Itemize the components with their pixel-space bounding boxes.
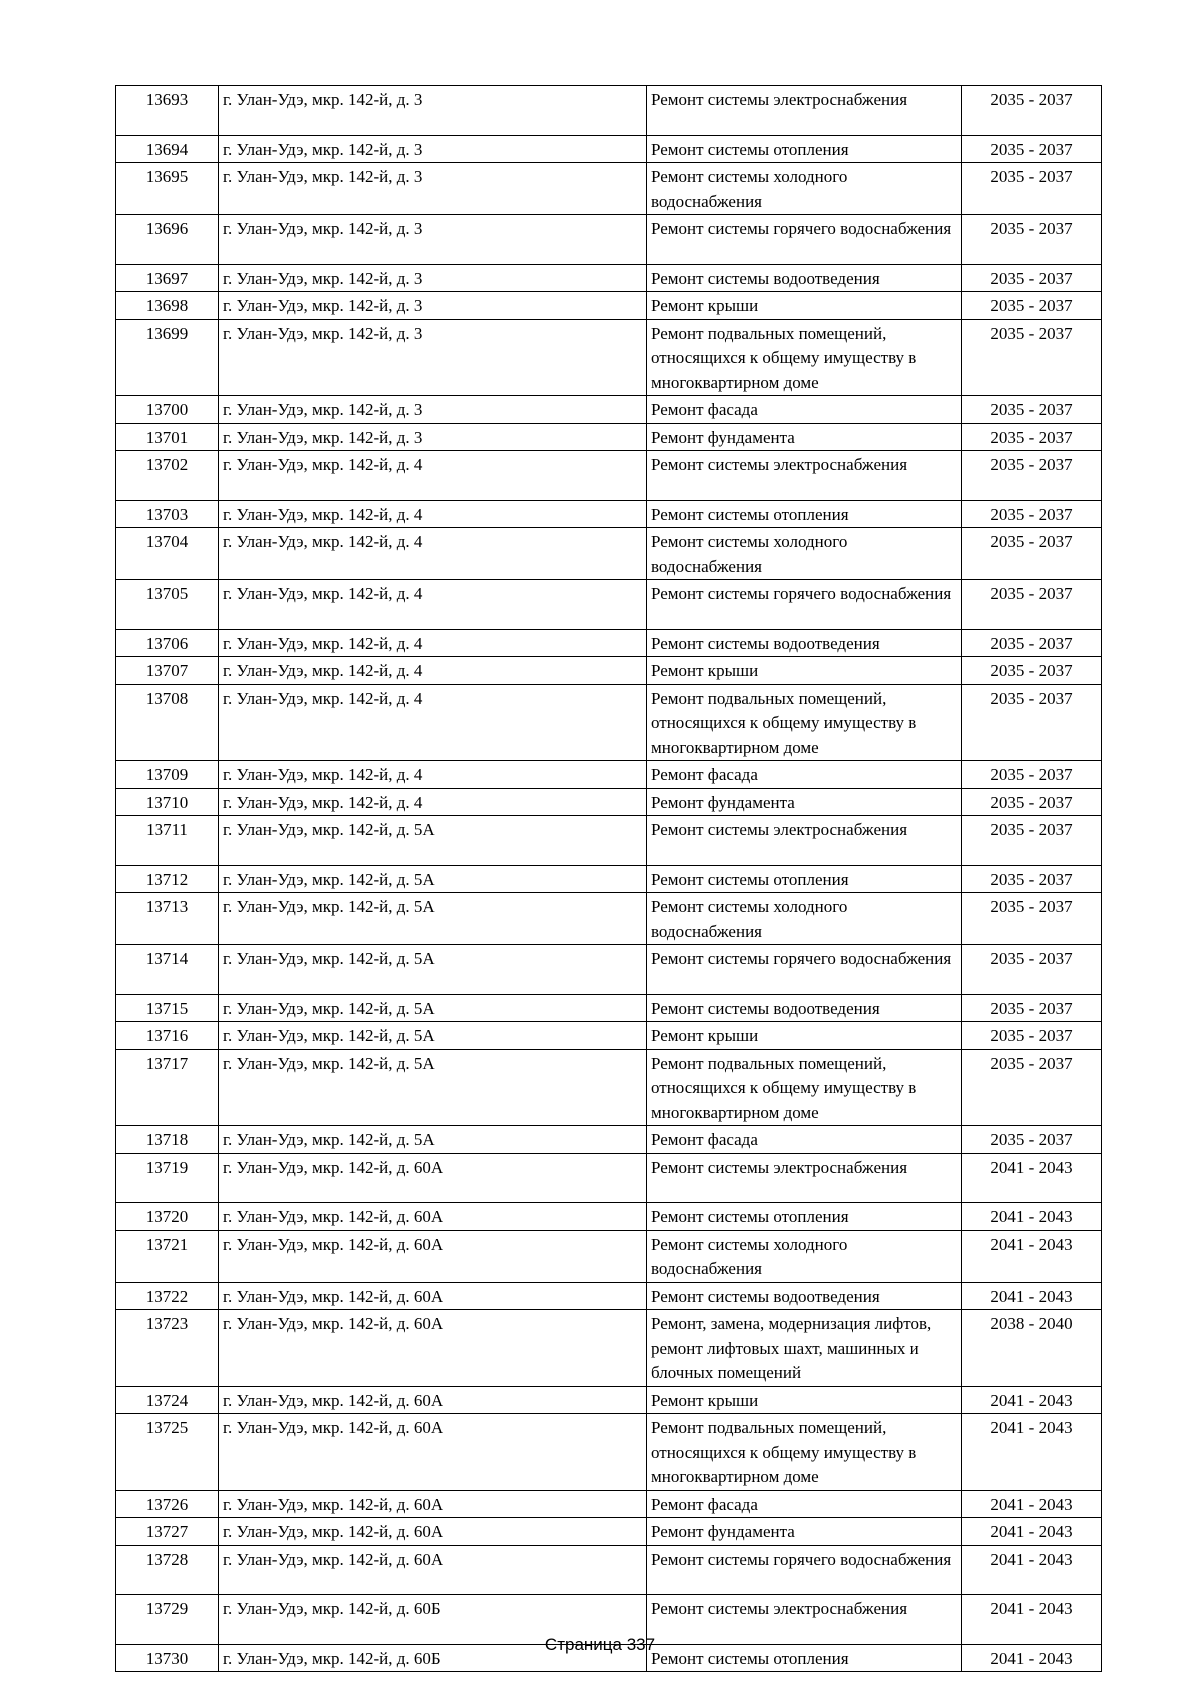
- cell-work-type: Ремонт системы отопления: [647, 1644, 962, 1672]
- table-row: [116, 816, 1102, 866]
- cell-period: 2035 - 2037: [962, 1022, 1102, 1050]
- cell-work-type: Ремонт системы электроснабжения: [647, 1595, 962, 1645]
- cell-work-type: Ремонт системы электроснабжения: [647, 86, 962, 136]
- table-row: [116, 945, 1102, 995]
- cell-work-type: Ремонт системы горячего водоснабжения: [647, 945, 962, 995]
- table-row: [116, 1153, 1102, 1203]
- table-row: [116, 528, 1102, 580]
- cell-work-type: Ремонт системы холодного водоснабжения: [647, 163, 962, 215]
- cell-work-type: Ремонт системы горячего водоснабжения: [647, 1545, 962, 1595]
- cell-period: 2041 - 2043: [962, 1644, 1102, 1672]
- cell-number: 13698: [116, 292, 219, 320]
- table-row: [116, 1518, 1102, 1546]
- cell-address: г. Улан-Удэ, мкр. 142-й, д. 4: [219, 629, 647, 657]
- cell-address: г. Улан-Удэ, мкр. 142-й, д. 5А: [219, 994, 647, 1022]
- cell-period: 2035 - 2037: [962, 865, 1102, 893]
- cell-number: 13720: [116, 1203, 219, 1231]
- table-row: [116, 1386, 1102, 1414]
- cell-period: 2035 - 2037: [962, 1049, 1102, 1126]
- cell-address: г. Улан-Удэ, мкр. 142-й, д. 60А: [219, 1545, 647, 1595]
- cell-number: 13710: [116, 788, 219, 816]
- table-row: [116, 1490, 1102, 1518]
- cell-period: 2041 - 2043: [962, 1230, 1102, 1282]
- cell-work-type: Ремонт подвальных помещений, относящихся к общему имуществу в многоквартирном доме: [647, 1049, 962, 1126]
- cell-period: 2035 - 2037: [962, 1126, 1102, 1154]
- cell-number: 13704: [116, 528, 219, 580]
- cell-number: 13719: [116, 1153, 219, 1203]
- cell-period: 2041 - 2043: [962, 1282, 1102, 1310]
- cell-number: 13722: [116, 1282, 219, 1310]
- cell-period: 2041 - 2043: [962, 1490, 1102, 1518]
- cell-number: 13702: [116, 451, 219, 501]
- table-row: [116, 396, 1102, 424]
- cell-work-type: Ремонт фасада: [647, 1490, 962, 1518]
- cell-work-type: Ремонт системы водоотведения: [647, 1282, 962, 1310]
- cell-period: 2035 - 2037: [962, 684, 1102, 761]
- cell-address: г. Улан-Удэ, мкр. 142-й, д. 4: [219, 580, 647, 630]
- cell-address: г. Улан-Удэ, мкр. 142-й, д. 60Б: [219, 1644, 647, 1672]
- cell-address: г. Улан-Удэ, мкр. 142-й, д. 60А: [219, 1203, 647, 1231]
- cell-address: г. Улан-Удэ, мкр. 142-й, д. 4: [219, 500, 647, 528]
- cell-work-type: Ремонт фундамента: [647, 1518, 962, 1546]
- cell-address: г. Улан-Удэ, мкр. 142-й, д. 60А: [219, 1282, 647, 1310]
- cell-address: г. Улан-Удэ, мкр. 142-й, д. 5А: [219, 865, 647, 893]
- cell-address: г. Улан-Удэ, мкр. 142-й, д. 3: [219, 135, 647, 163]
- table-row: [116, 135, 1102, 163]
- cell-address: г. Улан-Удэ, мкр. 142-й, д. 4: [219, 761, 647, 789]
- cell-work-type: Ремонт крыши: [647, 657, 962, 685]
- table-row: [116, 580, 1102, 630]
- cell-address: г. Улан-Удэ, мкр. 142-й, д. 3: [219, 163, 647, 215]
- cell-work-type: Ремонт крыши: [647, 292, 962, 320]
- cell-number: 13699: [116, 319, 219, 396]
- cell-number: 13696: [116, 215, 219, 265]
- cell-work-type: Ремонт системы электроснабжения: [647, 451, 962, 501]
- cell-period: 2035 - 2037: [962, 451, 1102, 501]
- cell-number: 13728: [116, 1545, 219, 1595]
- cell-work-type: Ремонт подвальных помещений, относящихся к общему имуществу в многоквартирном доме: [647, 1414, 962, 1491]
- cell-period: 2041 - 2043: [962, 1518, 1102, 1546]
- cell-address: г. Улан-Удэ, мкр. 142-й, д. 5А: [219, 893, 647, 945]
- cell-number: 13718: [116, 1126, 219, 1154]
- cell-number: 13700: [116, 396, 219, 424]
- cell-address: г. Улан-Удэ, мкр. 142-й, д. 3: [219, 86, 647, 136]
- cell-work-type: Ремонт крыши: [647, 1386, 962, 1414]
- table-row: [116, 451, 1102, 501]
- table-row: [116, 1414, 1102, 1491]
- cell-period: 2038 - 2040: [962, 1310, 1102, 1387]
- cell-work-type: Ремонт системы электроснабжения: [647, 1153, 962, 1203]
- table-row: [116, 500, 1102, 528]
- cell-period: 2035 - 2037: [962, 135, 1102, 163]
- cell-address: г. Улан-Удэ, мкр. 142-й, д. 60А: [219, 1310, 647, 1387]
- cell-period: 2041 - 2043: [962, 1386, 1102, 1414]
- cell-address: г. Улан-Удэ, мкр. 142-й, д. 60А: [219, 1414, 647, 1491]
- cell-number: 13705: [116, 580, 219, 630]
- cell-number: 13709: [116, 761, 219, 789]
- table-row: [116, 788, 1102, 816]
- cell-number: 13716: [116, 1022, 219, 1050]
- table-row: [116, 761, 1102, 789]
- cell-address: г. Улан-Удэ, мкр. 142-й, д. 4: [219, 528, 647, 580]
- cell-number: 13717: [116, 1049, 219, 1126]
- cell-number: 13723: [116, 1310, 219, 1387]
- cell-work-type: Ремонт системы холодного водоснабжения: [647, 893, 962, 945]
- cell-address: г. Улан-Удэ, мкр. 142-й, д. 3: [219, 215, 647, 265]
- table-row: [116, 1310, 1102, 1387]
- cell-period: 2035 - 2037: [962, 816, 1102, 866]
- cell-period: 2035 - 2037: [962, 994, 1102, 1022]
- cell-work-type: Ремонт системы отопления: [647, 1203, 962, 1231]
- cell-number: 13730: [116, 1644, 219, 1672]
- cell-number: 13711: [116, 816, 219, 866]
- table-row: [116, 319, 1102, 396]
- cell-period: 2035 - 2037: [962, 163, 1102, 215]
- cell-work-type: Ремонт фасада: [647, 1126, 962, 1154]
- table-row: [116, 1282, 1102, 1310]
- cell-address: г. Улан-Удэ, мкр. 142-й, д. 60Б: [219, 1595, 647, 1645]
- cell-period: 2035 - 2037: [962, 396, 1102, 424]
- cell-number: 13721: [116, 1230, 219, 1282]
- cell-period: 2035 - 2037: [962, 945, 1102, 995]
- cell-work-type: Ремонт, замена, модернизация лифтов, ремонт лифтовых шахт, машинных и блочных помещений: [647, 1310, 962, 1387]
- cell-number: 13714: [116, 945, 219, 995]
- cell-work-type: Ремонт фундамента: [647, 423, 962, 451]
- table-row: [116, 1049, 1102, 1126]
- cell-number: 13695: [116, 163, 219, 215]
- cell-address: г. Улан-Удэ, мкр. 142-й, д. 3: [219, 423, 647, 451]
- cell-work-type: Ремонт крыши: [647, 1022, 962, 1050]
- cell-number: 13727: [116, 1518, 219, 1546]
- table-body: [116, 86, 1102, 1672]
- repair-schedule-table: [115, 85, 1102, 1672]
- cell-work-type: Ремонт системы отопления: [647, 500, 962, 528]
- cell-number: 13715: [116, 994, 219, 1022]
- cell-address: г. Улан-Удэ, мкр. 142-й, д. 3: [219, 264, 647, 292]
- table-row: [116, 264, 1102, 292]
- cell-number: 13708: [116, 684, 219, 761]
- cell-period: 2041 - 2043: [962, 1595, 1102, 1645]
- cell-period: 2035 - 2037: [962, 788, 1102, 816]
- cell-period: 2041 - 2043: [962, 1153, 1102, 1203]
- cell-address: г. Улан-Удэ, мкр. 142-й, д. 5А: [219, 1126, 647, 1154]
- cell-address: г. Улан-Удэ, мкр. 142-й, д. 5А: [219, 1049, 647, 1126]
- cell-period: 2041 - 2043: [962, 1203, 1102, 1231]
- cell-work-type: Ремонт фундамента: [647, 788, 962, 816]
- table-row: [116, 1126, 1102, 1154]
- cell-address: г. Улан-Удэ, мкр. 142-й, д. 3: [219, 396, 647, 424]
- cell-address: г. Улан-Удэ, мкр. 142-й, д. 60А: [219, 1518, 647, 1546]
- cell-number: 13697: [116, 264, 219, 292]
- cell-work-type: Ремонт системы холодного водоснабжения: [647, 528, 962, 580]
- cell-address: г. Улан-Удэ, мкр. 142-й, д. 60А: [219, 1230, 647, 1282]
- cell-number: 13703: [116, 500, 219, 528]
- cell-period: 2035 - 2037: [962, 528, 1102, 580]
- cell-address: г. Улан-Удэ, мкр. 142-й, д. 4: [219, 451, 647, 501]
- cell-work-type: Ремонт системы холодного водоснабжения: [647, 1230, 962, 1282]
- cell-work-type: Ремонт системы горячего водоснабжения: [647, 215, 962, 265]
- cell-address: г. Улан-Удэ, мкр. 142-й, д. 4: [219, 684, 647, 761]
- page-number: Страница 337: [544, 1635, 656, 1654]
- cell-address: г. Улан-Удэ, мкр. 142-й, д. 60А: [219, 1153, 647, 1203]
- cell-period: 2035 - 2037: [962, 292, 1102, 320]
- cell-work-type: Ремонт системы отопления: [647, 865, 962, 893]
- cell-address: г. Улан-Удэ, мкр. 142-й, д. 5А: [219, 816, 647, 866]
- cell-address: г. Улан-Удэ, мкр. 142-й, д. 3: [219, 292, 647, 320]
- cell-period: 2041 - 2043: [962, 1545, 1102, 1595]
- cell-address: г. Улан-Удэ, мкр. 142-й, д. 60А: [219, 1490, 647, 1518]
- cell-number: 13726: [116, 1490, 219, 1518]
- cell-period: 2035 - 2037: [962, 657, 1102, 685]
- cell-work-type: Ремонт системы водоотведения: [647, 994, 962, 1022]
- table-row: [116, 1022, 1102, 1050]
- table-row: [116, 684, 1102, 761]
- cell-period: 2035 - 2037: [962, 761, 1102, 789]
- cell-work-type: Ремонт системы водоотведения: [647, 629, 962, 657]
- cell-work-type: Ремонт системы водоотведения: [647, 264, 962, 292]
- cell-work-type: Ремонт системы горячего водоснабжения: [647, 580, 962, 630]
- cell-work-type: Ремонт подвальных помещений, относящихся к общему имуществу в многоквартирном доме: [647, 319, 962, 396]
- cell-period: 2035 - 2037: [962, 423, 1102, 451]
- cell-number: 13693: [116, 86, 219, 136]
- cell-period: 2035 - 2037: [962, 319, 1102, 396]
- cell-period: 2035 - 2037: [962, 86, 1102, 136]
- cell-address: г. Улан-Удэ, мкр. 142-й, д. 60А: [219, 1386, 647, 1414]
- table-row: [116, 657, 1102, 685]
- table-row: [116, 893, 1102, 945]
- cell-period: 2035 - 2037: [962, 264, 1102, 292]
- table-row: [116, 163, 1102, 215]
- table-row: [116, 629, 1102, 657]
- cell-number: 13694: [116, 135, 219, 163]
- cell-address: г. Улан-Удэ, мкр. 142-й, д. 5А: [219, 1022, 647, 1050]
- table-row: [116, 1230, 1102, 1282]
- cell-work-type: Ремонт системы электроснабжения: [647, 816, 962, 866]
- cell-address: г. Улан-Удэ, мкр. 142-й, д. 3: [219, 319, 647, 396]
- table-row: [116, 423, 1102, 451]
- table-row: [116, 1203, 1102, 1231]
- table-row: [116, 292, 1102, 320]
- cell-period: 2035 - 2037: [962, 629, 1102, 657]
- cell-period: 2041 - 2043: [962, 1414, 1102, 1491]
- cell-address: г. Улан-Удэ, мкр. 142-й, д. 5А: [219, 945, 647, 995]
- cell-period: 2035 - 2037: [962, 893, 1102, 945]
- cell-address: г. Улан-Удэ, мкр. 142-й, д. 4: [219, 788, 647, 816]
- cell-number: 13701: [116, 423, 219, 451]
- cell-number: 13729: [116, 1595, 219, 1645]
- cell-period: 2035 - 2037: [962, 215, 1102, 265]
- cell-work-type: Ремонт системы отопления: [647, 135, 962, 163]
- table-row: [116, 865, 1102, 893]
- cell-address: г. Улан-Удэ, мкр. 142-й, д. 4: [219, 657, 647, 685]
- cell-work-type: Ремонт фасада: [647, 761, 962, 789]
- cell-number: 13707: [116, 657, 219, 685]
- cell-period: 2035 - 2037: [962, 500, 1102, 528]
- table-row: [116, 1545, 1102, 1595]
- cell-number: 13706: [116, 629, 219, 657]
- cell-number: 13724: [116, 1386, 219, 1414]
- cell-period: 2035 - 2037: [962, 580, 1102, 630]
- cell-number: 13713: [116, 893, 219, 945]
- cell-work-type: Ремонт подвальных помещений, относящихся к общему имуществу в многоквартирном доме: [647, 684, 962, 761]
- cell-number: 13725: [116, 1414, 219, 1491]
- table-row: [116, 215, 1102, 265]
- table-row: [116, 994, 1102, 1022]
- cell-number: 13712: [116, 865, 219, 893]
- cell-work-type: Ремонт фасада: [647, 396, 962, 424]
- table-row: [116, 86, 1102, 136]
